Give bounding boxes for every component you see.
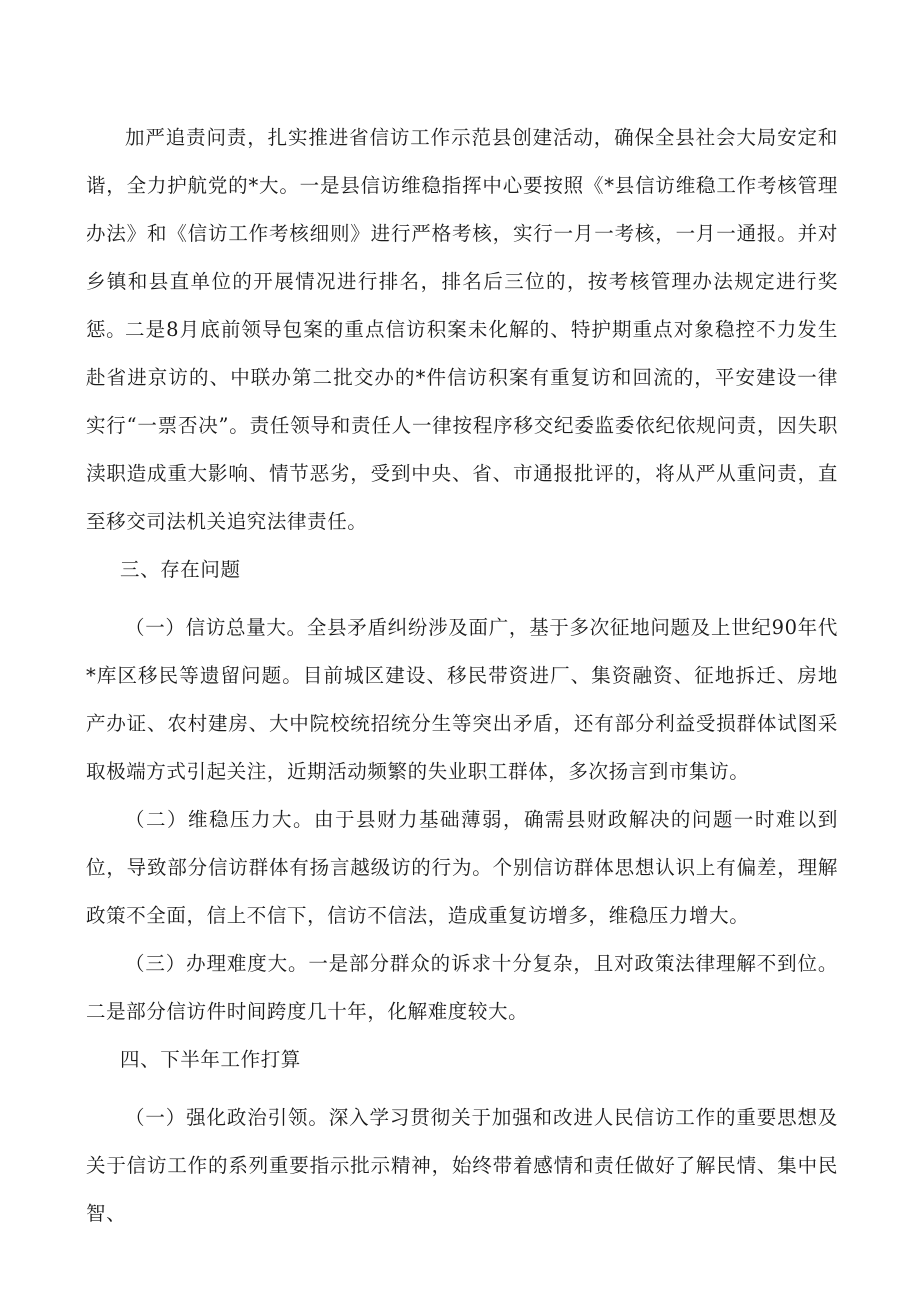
paragraph-accountability: 加严追责问责，扎实推进省信访工作示范县创建活动，确保全县社会大局安定和谐，全力护航党的*大。一是县信访维稳指挥中心要按照《*县信访维稳工作考核管理办法》和《信访工作考核细则》进行严格考核，实行一月一考核，一月一通报。并对乡镇和县直单位的开展情况进行排名，排名后三位的，按考核管理办法规定进行奖惩。 xyxy=(86,126,838,341)
paragraph-problem-2: （二）维稳压力大。由于县财力基础薄弱，确需县财政解决的问题一时难以到位，导致部分信访群体有扬言越级访的行为。个别信访群体思想认识上有偏差，理解政策不全面，信上不信下，信访不信法，造成重复访增多，维稳压力增大。 xyxy=(86,808,838,927)
paragraph-problem-1: （一）信访总量大。全县矛盾纠纷涉及面广，基于多次征地问题及上世纪90年代*库区移民等遗留问题。目前城区建设、移民带资进厂、集资融资、征地拆迁、房地产办证、农村建房、大中院校统招统分生等突出矛盾，还有部分利益受损群体试图采取极端方式引起关注，近期活动频繁的失业职工群体，多次扬言到市集访。 xyxy=(86,616,838,783)
section-heading-plans: 四、下半年工作打算 xyxy=(120,1048,301,1071)
paragraph-veto: 二是8月底前领导包案的重点信访积案未化解的、特护期重点对象稳控不力发生赴省进京访的、中联办第二批交办的*件信访积案有重复访和回流的，平安建设一律实行“一票否决”。责任领导和责任人一律按程序移交纪委监委依纪依规问责，因失职渎职造成重大影响、情节恶劣，受到中央、省、市通报批评的，将从严从重问责，直至移交司法机关追究法律责任。 xyxy=(86,318,838,533)
section-heading-problems: 三、存在问题 xyxy=(120,558,241,581)
paragraph-problem-3: （三）办理难度大。一是部分群众的诉求十分复杂，且对政策法律理解不到位。二是部分信访件时间跨度几十年，化解难度较大。 xyxy=(86,952,838,1023)
paragraph-plan-1: （一）强化政治引领。深入学习贯彻关于加强和改进人民信访工作的重要思想及关于信访工作的系列重要指示批示精神，始终带着感情和责任做好了解民情、集中民智、 xyxy=(86,1106,838,1225)
